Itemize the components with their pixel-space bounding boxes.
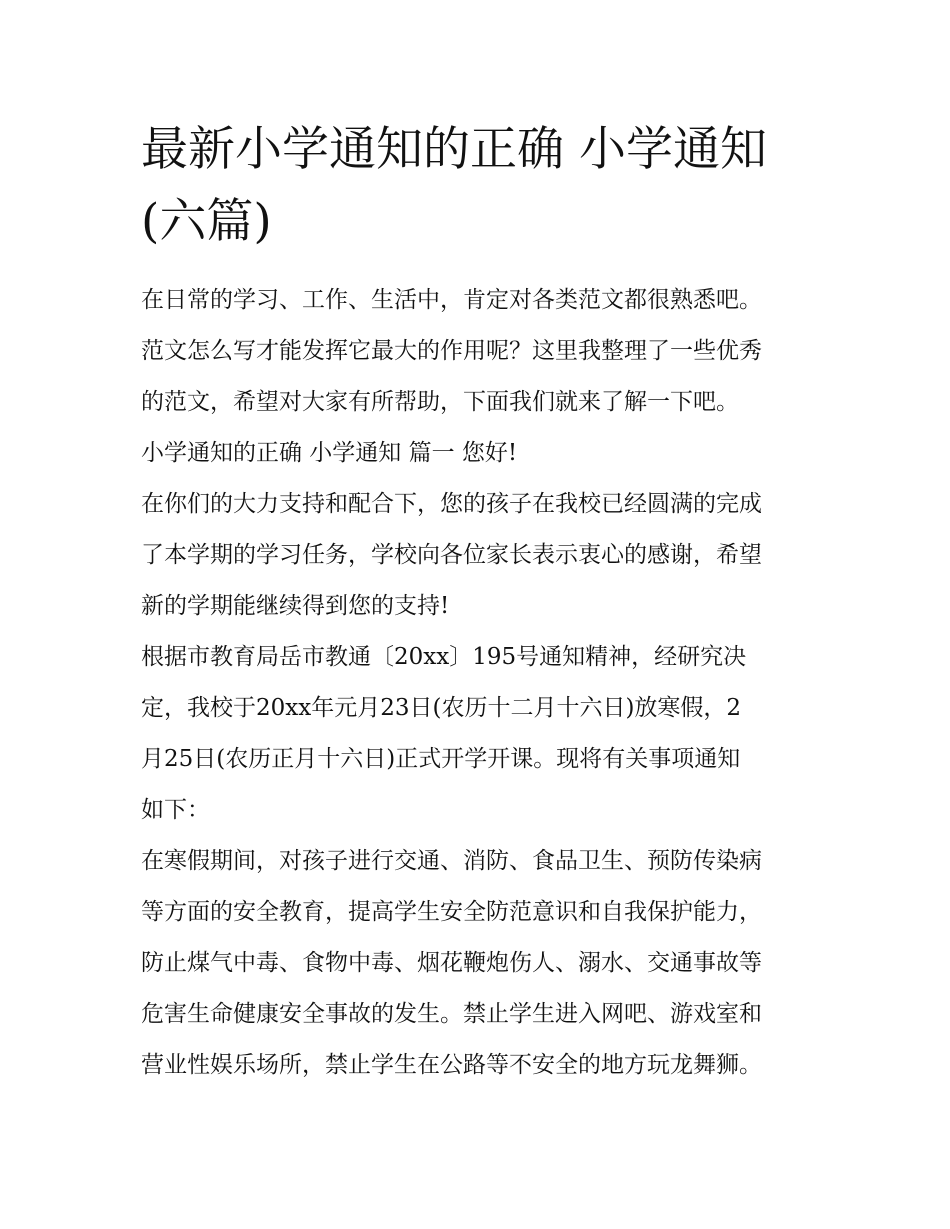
body-line: 如下： bbox=[141, 797, 210, 823]
body-line: 等方面的安全教育，提高学生安全防范意识和自我保护能力， bbox=[141, 899, 762, 925]
document-title bbox=[141, 114, 821, 258]
body-line: 在寒假期间，对孩子进行交通、消防、食品卫生、预防传染病 bbox=[141, 848, 762, 874]
body-line: 定，我校于20xx年元月23日(农历十二月十六日)放寒假，2 bbox=[141, 695, 742, 721]
body-line: 了本学期的学习任务，学校向各位家长表示衷心的感谢，希望 bbox=[141, 542, 762, 568]
body-line: 危害生命健康安全事故的发生。禁止学生进入网吧、游戏室和 bbox=[141, 1001, 762, 1027]
body-line: 月25日(农历正月十六日)正式开学开课。现将有关事项通知 bbox=[141, 746, 741, 772]
body-line: 在你们的大力支持和配合下，您的孩子在我校已经圆满的完成 bbox=[141, 491, 762, 517]
body-line: 营业性娱乐场所，禁止学生在公路等不安全的地方玩龙舞狮。 bbox=[141, 1052, 762, 1078]
body-line: 范文怎么写才能发挥它最大的作用呢？这里我整理了一些优秀 bbox=[141, 338, 762, 364]
body-line: 防止煤气中毒、食物中毒、烟花鞭炮伤人、溺水、交通事故等 bbox=[141, 950, 762, 976]
body-line: 新的学期能继续得到您的支持! bbox=[141, 593, 450, 619]
section-heading: 小学通知的正确 小学通知 篇一 您好! bbox=[141, 440, 518, 466]
body-line: 在日常的学习、工作、生活中，肯定对各类范文都很熟悉吧。 bbox=[141, 287, 762, 313]
body-line: 的范文，希望对大家有所帮助，下面我们就来了解一下吧。 bbox=[141, 389, 739, 415]
body-line: 根据市教育局岳市教通〔20xx〕195号通知精神，经研究决 bbox=[141, 644, 747, 670]
title-line-2: (六篇) bbox=[141, 194, 272, 249]
title-line-1: 最新小学通知的正确 小学通知 bbox=[141, 122, 767, 177]
